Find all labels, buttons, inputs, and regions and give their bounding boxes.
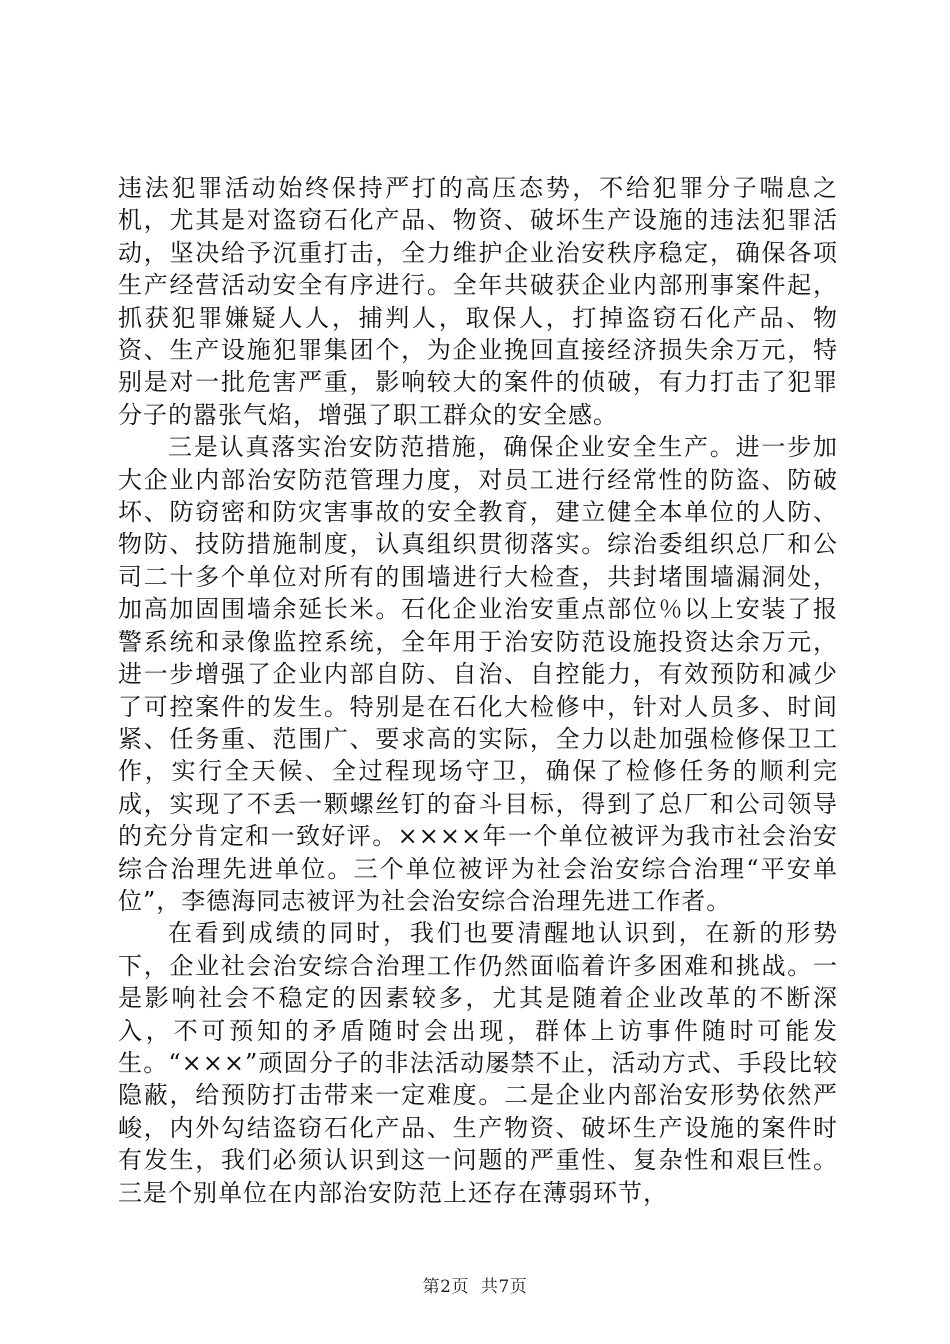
document-body (118, 172, 838, 1209)
page-number: 第2页 (422, 1277, 469, 1297)
page-total: 共7页 (481, 1277, 528, 1297)
paragraph-2: 三是认真落实治安防范措施，确保企业安全生产。进一步加大企业内部治安防范管理力度，对员工进行经常性的防盗、防破坏、防窃密和防灾害事故的安全教育，建立健全本单位的人防、物防、技防措施制度，认真组织贯彻落实。综治委组织总厂和公司二十多个单位对所有的围墙进行大检查，共封堵围墙漏洞处，加高加固围墙余延长米。石化企业治安重点部位％以上安装了报警系统和录像监控系统，全年用于治安防范设施投资达余万元，进一步增强了企业内部自防、自治、自控能力，有效预防和减少了可控案件的发生。特别是在石化大检修中，针对人员多、时间紧、任务重、范围广、要求高的实际，全力以赴加强检修保卫工作，实行全天候、全过程现场守卫，确保了检修任务的顺利完成，实现了不丢一颗螺丝钉的奋斗目标，得到了总厂和公司领导的充分肯定和一致好评。××××年一个单位被评为我市社会治安综合治理先进单位。三个单位被评为社会治安综合治理“平安单位”，李德海同志被评为社会治安综合治理先进工作者。 (118, 433, 838, 915)
paragraph-1: 违法犯罪活动始终保持严打的高压态势，不给犯罪分子喘息之机，尤其是对盗窃石化产品、物资、破坏生产设施的违法犯罪活动，坚决给予沉重打击，全力维护企业治安秩序稳定，确保各项生产经营活动安全有序进行。全年共破获企业内部刑事案件起，抓获犯罪嫌疑人人，捕判人，取保人，打掉盗窃石化产品、物资、生产设施犯罪集团个，为企业挽回直接经济损失余万元，特别是对一批危害严重，影响较大的案件的侦破，有力打击了犯罪分子的嚣张气焰，增强了职工群众的安全感。 (118, 174, 838, 429)
page-footer (0, 1272, 950, 1297)
paragraph-3: 在看到成绩的同时，我们也要清醒地认识到，在新的形势下，企业社会治安综合治理工作仍然面临着许多困难和挑战。一是影响社会不稳定的因素较多，尤其是随着企业改革的不断深入，不可预知的矛盾随时会出现，群体上访事件随时可能发生。“×××”顽固分子的非法活动屡禁不止，活动方式、手段比较隐蔽，给预防打击带来一定难度。二是企业内部治安形势依然严峻，内外勾结盗窃石化产品、生产物资、破坏生产设施的案件时有发生，我们必须认识到这一问题的严重性、复杂性和艰巨性。三是个别单位在内部治安防范上还存在薄弱环节， (118, 919, 838, 1207)
